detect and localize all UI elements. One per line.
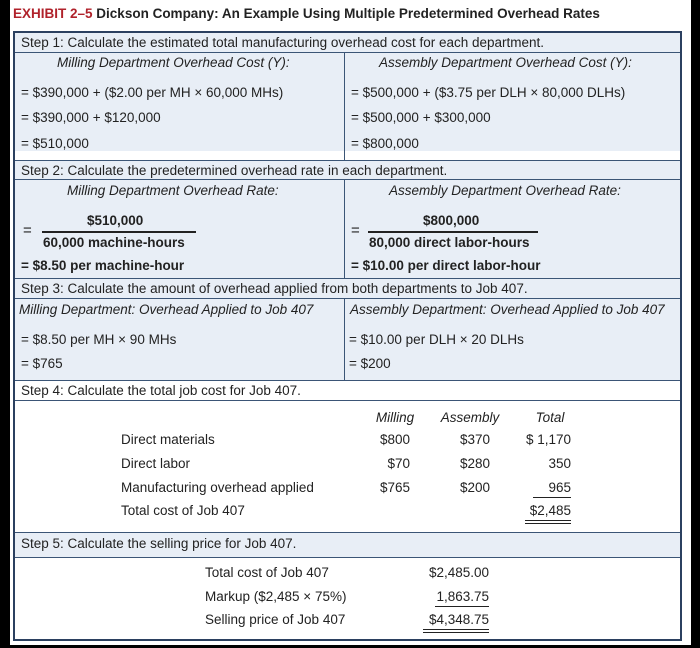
step4-heading: Step 4: Calculate the total job cost for Job 407. [21,383,301,398]
step1-milling-line: = $390,000 + ($2.00 per MH × 60,000 MHs) [21,85,284,100]
step1-milling-line: = $390,000 + $120,000 [21,110,161,125]
step4-row-label: Total cost of Job 407 [121,503,245,518]
step2-milling-fraction-bar [42,231,196,233]
step5-row-label: Total cost of Job 407 [205,565,329,580]
step1-assembly-line: = $500,000 + ($3.75 per DLH × 80,000 DLHs) [351,85,626,100]
step3-heading: Step 3: Calculate the amount of overhead applied from both departments to Job 407. [21,281,528,296]
exhibit-title-text: Dickson Company: An Example Using Multiple Predetermined Overhead Rates [96,6,600,21]
step2-assembly-denominator: 80,000 direct labor-hours [369,235,530,250]
step2-milling-equals: = [23,222,32,239]
step2-assembly-fraction-bar [368,231,538,233]
step5-row-label: Markup ($2,485 × 75%) [205,589,347,604]
step2-milling-numerator: $510,000 [87,213,144,228]
step1-assembly-header: Assembly Department Overhead Cost (Y): [379,55,632,70]
step5-row-value: $2,485.00 [428,565,489,580]
step3-assembly-line: = $200 [349,356,391,371]
step4-row-assembly: $370 [459,432,490,447]
step3-milling-line: = $765 [21,356,63,371]
step4-row-milling: $70 [387,456,410,471]
step4-row-label: Direct materials [121,432,215,447]
step2-assembly-equals: = [351,222,360,239]
step2-milling-denominator: 60,000 machine-hours [43,235,185,250]
step1-heading: Step 1: Calculate the estimated total manufacturing overhead cost for each department. [21,35,545,50]
step2-assembly-header: Assembly Department Overhead Rate: [389,183,621,198]
step4-row-total: 965 [533,479,571,498]
step2-assembly-numerator: $800,000 [423,213,480,228]
step4-row-label: Direct labor [121,456,191,471]
exhibit-title [13,6,600,21]
step2-milling-result: = $8.50 per machine-hour [21,258,185,273]
step1-assembly-line: = $500,000 + $300,000 [351,110,491,125]
step4-row-total: 350 [548,456,571,471]
step4-band [15,380,680,532]
step4-row-assembly: $280 [459,456,490,471]
step3-assembly-line: = $10.00 per DLH × 20 DLHs [349,332,524,347]
step5-row-label: Selling price of Job 407 [205,612,346,627]
step2-heading: Step 2: Calculate the predetermined overhead rate in each department. [21,163,448,178]
step5-row-value: 1,863.75 [435,588,489,607]
step5-row-value: $4,348.75 [423,611,489,633]
step1-assembly-line: = $800,000 [351,136,419,151]
step5-heading: Step 5: Calculate the selling price for Job 407. [21,536,297,551]
step3-milling-header: Milling Department: Overhead Applied to Job 407 [19,302,314,317]
step3-assembly-header: Assembly Department: Overhead Applied to Job 407 [350,302,665,317]
step4-row-total: $ 1,170 [525,432,571,447]
step4-row-assembly: $200 [459,480,490,495]
step1-milling-header: Milling Department Overhead Cost (Y): [57,55,290,70]
step4-column-assembly: Assembly [440,410,500,425]
exhibit-page [10,0,691,645]
step3-milling-line: = $8.50 per MH × 90 MHs [21,332,177,347]
step2-assembly-result: = $10.00 per direct labor-hour [351,258,541,273]
step4-column-milling: Milling [375,410,415,425]
step4-row-milling: $765 [379,480,410,495]
exhibit-number: EXHIBIT 2–5 [13,6,93,21]
step4-row-total: $2,485 [525,502,571,524]
step4-row-milling: $800 [379,432,410,447]
step2-milling-header: Milling Department Overhead Rate: [67,183,279,198]
exhibit-table [13,31,682,641]
step1-milling-line: = $510,000 [21,136,89,151]
step4-column-total: Total [535,410,565,425]
step4-row-label: Manufacturing overhead applied [121,480,314,495]
